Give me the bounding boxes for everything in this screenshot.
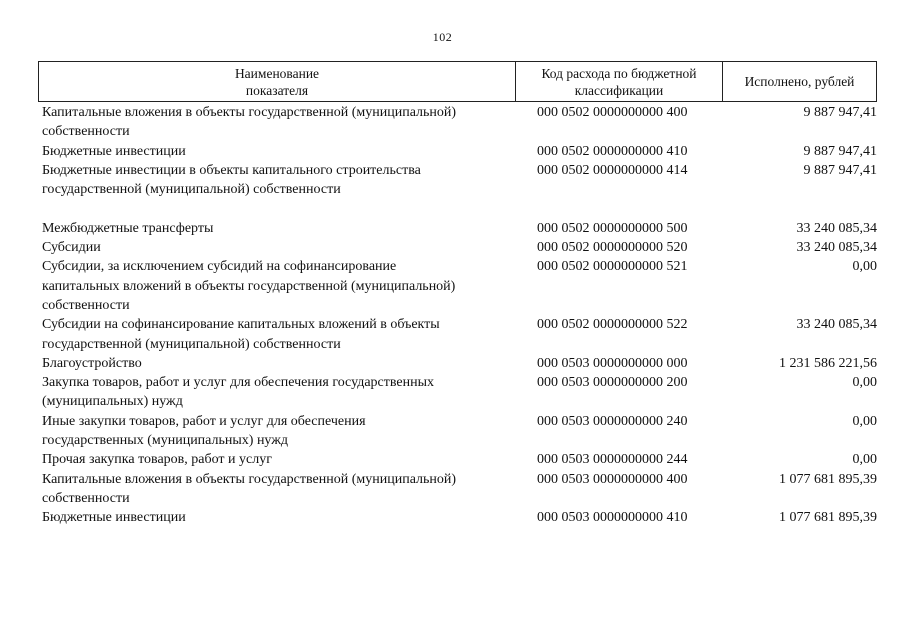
table-row xyxy=(0,470,905,509)
row-code: 000 0502 0000000000 400 xyxy=(537,105,688,120)
header-amount-cell xyxy=(723,62,876,101)
row-amount: 33 240 085,34 xyxy=(796,240,877,256)
row-code: 000 0502 0000000000 500 xyxy=(537,220,688,236)
row-amount: 0,00 xyxy=(852,375,877,391)
table-row xyxy=(0,412,905,451)
table-row xyxy=(0,373,905,412)
row-name: Бюджетные инвестиции xyxy=(42,510,186,526)
table-row xyxy=(0,142,905,161)
row-name: Субсидии на софинансирование капитальных вложений в объекты государственной (муниципальной) собственности xyxy=(42,317,440,352)
row-amount: 0,00 xyxy=(852,452,877,468)
row-code: 000 0503 0000000000 240 xyxy=(537,413,688,429)
row-name: Благоустройство xyxy=(42,355,142,371)
row-code: 000 0502 0000000000 414 xyxy=(537,162,688,178)
row-code: 000 0502 0000000000 521 xyxy=(537,259,688,275)
table-row xyxy=(0,508,905,527)
row-name: Иные закупки товаров, работ и услуг для обеспечения государственных (муниципальных) нужд xyxy=(42,413,366,449)
row-name: Капитальные вложения в объекты государственной (муниципальной) собственности xyxy=(42,471,457,506)
header-code-line1: Код расхода по бюджетной xyxy=(541,65,697,81)
row-amount: 9 887 947,41 xyxy=(803,105,877,120)
row-amount: 1 077 681 895,39 xyxy=(779,510,877,526)
row-name: Закупка товаров, работ и услуг для обеспечения государственных (муниципальных) нужд xyxy=(42,375,435,410)
table-row xyxy=(0,354,905,373)
row-code: 000 0503 0000000000 200 xyxy=(537,375,688,391)
row-code: 000 0502 0000000000 522 xyxy=(537,317,688,333)
row-amount: 9 887 947,41 xyxy=(803,143,877,159)
header-name-line2: показателя xyxy=(245,82,309,98)
row-name: Капитальные вложения в объекты государственной (муниципальной) собственности xyxy=(42,105,457,140)
row-amount: 1 231 586 221,56 xyxy=(779,355,877,371)
row-code: 000 0502 0000000000 520 xyxy=(537,240,688,256)
header-code-line2: классификации xyxy=(574,82,664,98)
header-code-cell xyxy=(516,62,723,101)
row-amount: 0,00 xyxy=(852,259,877,275)
table-body xyxy=(0,103,905,528)
header-name-cell xyxy=(39,62,516,101)
table-row xyxy=(0,103,905,142)
table-row xyxy=(0,257,905,315)
row-name: Субсидии, за исключением субсидий на софинансирование капитальных вложений в объекты государственной (муниципальной) собственности xyxy=(42,259,456,313)
row-amount: 0,00 xyxy=(852,413,877,429)
page-number: 102 xyxy=(432,30,453,44)
row-amount: 33 240 085,34 xyxy=(796,317,877,333)
row-code: 000 0502 0000000000 410 xyxy=(537,143,688,159)
row-name: Межбюджетные трансферты xyxy=(42,220,214,236)
table-row xyxy=(0,450,905,469)
table-row xyxy=(0,161,905,219)
row-code: 000 0503 0000000000 000 xyxy=(537,355,688,371)
row-code: 000 0503 0000000000 244 xyxy=(537,452,688,468)
table-header xyxy=(38,61,877,102)
row-amount: 1 077 681 895,39 xyxy=(779,471,877,487)
row-name: Субсидии xyxy=(42,240,101,256)
row-code: 000 0503 0000000000 410 xyxy=(537,510,688,526)
table-row xyxy=(0,219,905,238)
row-name: Бюджетные инвестиции xyxy=(42,143,186,159)
row-name: Бюджетные инвестиции в объекты капитального строительства государственной (муниципальной) собственности xyxy=(42,162,421,198)
row-amount: 33 240 085,34 xyxy=(796,220,877,236)
table-row xyxy=(0,238,905,257)
header-name-line1: Наименование xyxy=(234,65,320,81)
row-amount: 9 887 947,41 xyxy=(803,162,877,178)
header-amount: Исполнено, рублей xyxy=(744,74,855,89)
row-code: 000 0503 0000000000 400 xyxy=(537,471,688,487)
row-name: Прочая закупка товаров, работ и услуг xyxy=(42,452,272,468)
table-row xyxy=(0,315,905,354)
